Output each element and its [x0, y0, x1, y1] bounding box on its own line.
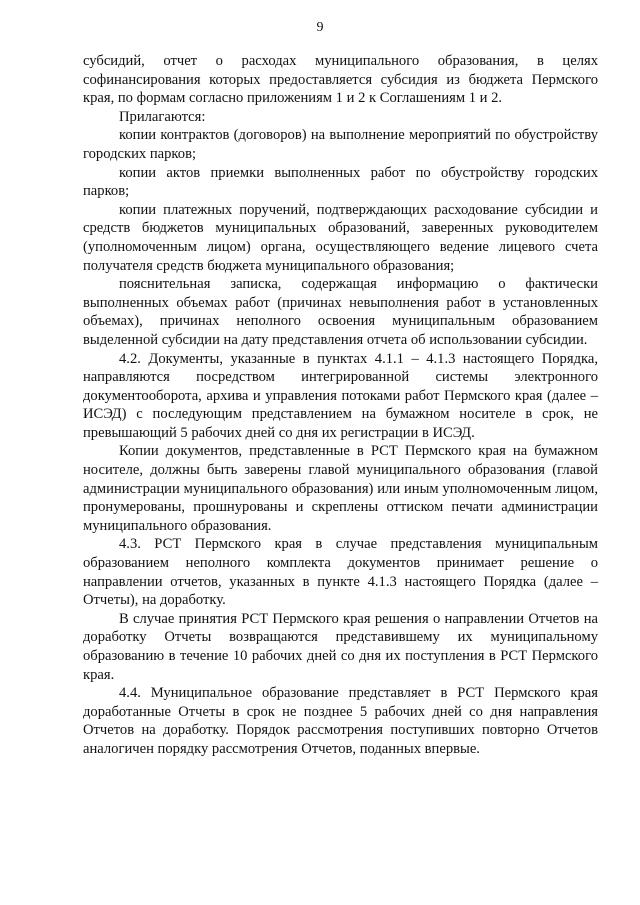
paragraph-report-forms: субсидий, отчет о расходах муниципального образования, в целях софинансирования которых предоставляется субсидия из бюджета Пермского края, по формам согласно приложениям 1 и 2 к Соглашениям 1 и 2. [83, 53, 598, 107]
paragraph-payment-orders: копии платежных поручений, подтверждающих расходование субсидии и средств бюджетов муниципальных образований, заверенных руководителем (уполномоченным лицом) органа, осуществляющего ведение лицевого счета получателя средств бюджета муниципального образования; [83, 201, 598, 274]
paragraph-section-4-4: 4.4. Муниципальное образование представляет в РСТ Пермского края доработанные Отчеты в срок не позднее 5 рабочих дней со дня направления Отчетов на доработку. Порядок рассмотрения поступивших повторно Отчетов аналогичен порядку рассмотрения Отчетов, поданных впервые. [83, 685, 598, 757]
paragraph-section-4-3: 4.3. РСТ Пермского края в случае представления муниципальным образованием неполного комплекта документов принимает решение о направлении отчетов, указанных в пункте 4.1.3 настоящего Порядка (далее – Отчеты), на доработку. [83, 536, 598, 609]
paragraph-acceptance-acts: копии актов приемки выполненных работ по обустройству городских парков; [83, 164, 598, 200]
paragraph-contract-copies: копии контрактов (договоров) на выполнение мероприятий по обустройству городских парков; [83, 127, 598, 162]
paragraph-document-certification: Копии документов, представленные в РСТ Пермского края на бумажном носителе, должны быть заверены главой муниципального образования (главой администрации муниципального образования) или иным уполномоченным лицом, пронумерованы, прошнурованы и скреплены оттиском печати администрации муниципального образования. [83, 443, 598, 534]
document-body [83, 52, 598, 759]
page-number: 9 [316, 20, 324, 35]
paragraph-revision-return: В случае принятия РСТ Пермского края решения о направлении Отчетов на доработку Отчеты возвращаются представившему их муниципальному образованию в течение 10 рабочих дней со дня их поступления в РСТ Пермского края. [83, 610, 598, 683]
paragraph-section-4-2: 4.2. Документы, указанные в пунктах 4.1.1 – 4.1.3 настоящего Порядка, направляются посредством интегрированной системы электронного документооборота, архива и управления потоками работ Пермского края (далее – ИСЭД) с последующим представлением на бумажном носителе в срок, не превышающий 5 рабочих дней со дня их регистрации в ИСЭД. [83, 350, 598, 441]
paragraph-explanatory-note: пояснительная записка, содержащая информацию о фактически выполненных объемах работ (причинах невыполнения работ в установленных объемах), причинах неполного освоения муниципальным образованием выделенной субсидии на дату представления отчета об использовании субсидии. [83, 276, 598, 348]
paragraph-attachments-heading: Прилагаются: [119, 108, 206, 125]
